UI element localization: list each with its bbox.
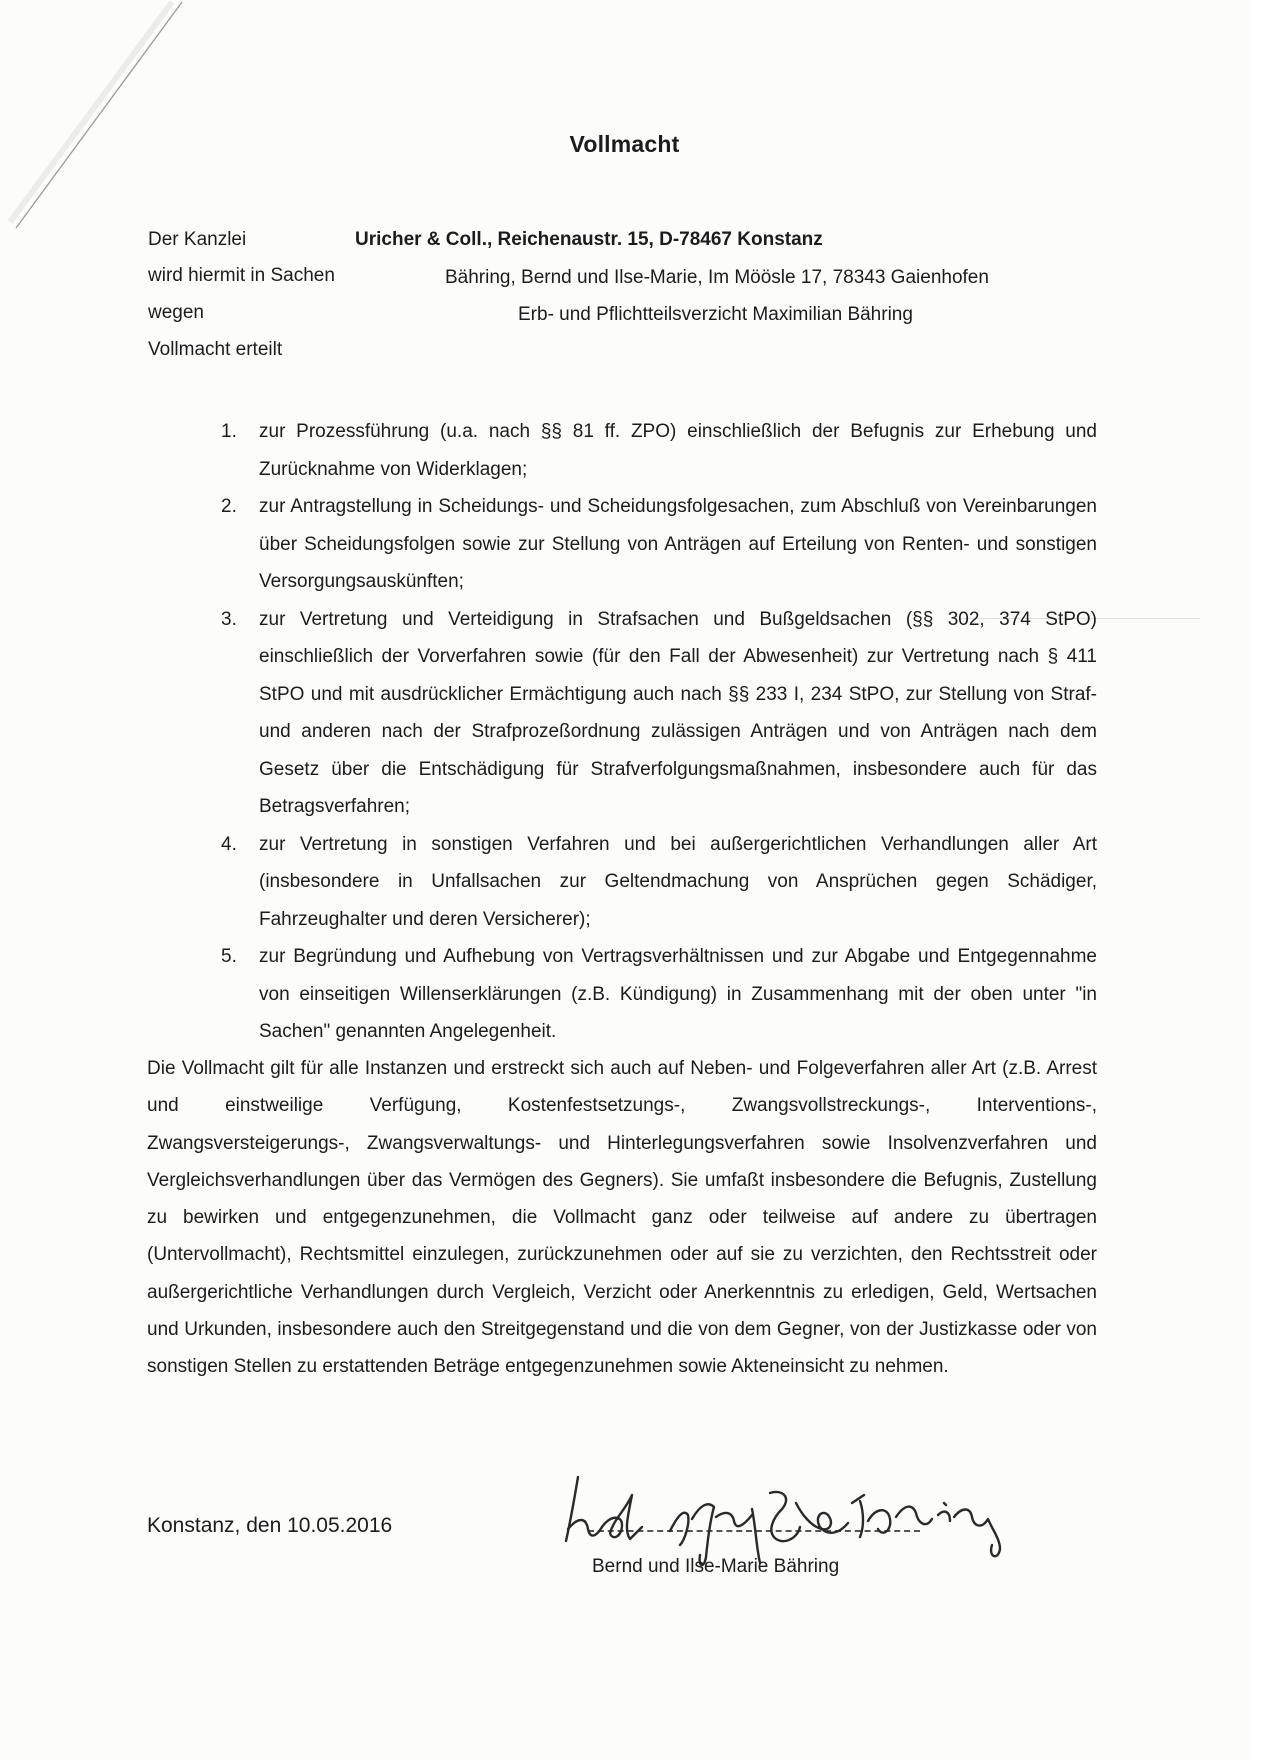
item-text: zur Begründung und Aufhebung von Vertragsverhältnissen und zur Abgabe und Entgegennahme von einseitigen Willenserklärungen (z.B. Kündigung) in Zusammenhang mit der oben unter "in Sachen" genannten Angelegenheit. [259,946,1097,1042]
kanzlei-value: Uricher & Coll., Reichenaustr. 15, D-78467 Konstanz [355,229,823,250]
authority-list [219,413,1097,1051]
wegen-value: Erb- und Pflichtteilsverzicht Maximilian Bähring [518,304,913,325]
wegen-label: wegen [148,302,204,323]
authority-item [219,488,1097,601]
item-number: 5. [221,946,237,967]
item-text: zur Prozessführung (u.a. nach §§ 81 ff. ZPO) einschließlich der Befugnis zur Erhebung und Zurücknahme von Widerklagen; [259,421,1097,480]
folded-corner [0,0,190,230]
item-number: 4. [221,833,237,855]
item-number: 2. [221,496,237,517]
kanzlei-label: Der Kanzlei [148,229,247,250]
item-text: zur Antragstellung in Scheidungs- und Scheidungsfolgesachen, zum Abschluß von Vereinbarungen über Scheidungsfolgen sowie zur Stellung von Anträgen auf Erteilung von Renten- und sonstigen Versorgungsauskünften; [259,496,1097,592]
signer-name: Bernd und Ilse-Marie Bähring [592,1556,840,1577]
closing-paragraph: Die Vollmacht gilt für alle Instanzen und erstreckt sich auch auf Neben- und Folgeverfahren aller Art (z.B. Arrest und einstweilige Verfügung, Kostenfestsetzungs-, Zwangsvollstreckungs-, Interventions-, Zwangsversteigerungs-, Zwangsverwaltungs- und Hinterlegungsverfahren sowie Insolvenzverfahren und Vergleichsverhandlungen über das Vermögen des Gegners). Sie umfaßt insbesondere die Befugnis, Zustellung zu bewirken und entgegenzunehmen, die Vollmacht ganz oder teilweise auf andere zu übertragen (Untervollmacht), Rechtsmittel einzulegen, zurückzunehmen oder auf sie zu verzichten, den Rechtsstreit oder außergerichtliche Verhandlungen durch Vergleich, Verzicht oder Anerkenntnis zu erledigen, Geld, Wertsachen und Urkunden, insbesondere auch den Streitgegenstand und die von dem Gegner, von der Justizkasse oder von sonstigen Stellen zu erstattenden Beträge entgegenzunehmen sowie Akteneinsicht zu nehmen. [147,1058,1097,1378]
item-number: 1. [221,421,237,442]
vollmacht-erteilt-label: Vollmacht erteilt [148,339,283,360]
scan-margin [1249,0,1280,1760]
authority-item [219,413,1097,488]
item-text: zur Vertretung in sonstigen Verfahren und bei außergerichtlichen Verhandlungen aller Art (insbesondere in Unfallsachen zur Geltendmachung von Ansprüchen gegen Schädiger, Fahrzeughalter und deren Versicherer); [259,833,1097,930]
document-title: Vollmacht [569,131,680,157]
item-text: zur Vertretung und Verteidigung in Strafsachen und Bußgeldsachen (§§ 302, 374 StPO) einschließlich der Vorverfahren sowie (für den Fall der Abwesenheit) zur Vertretung nach § 411 StPO und mit ausdrücklicher Ermächtigung auch nach §§ 233 I, 234 StPO, zur Stellung von Straf- und anderen nach der Strafprozeßordnung zulässigen Anträgen und von Anträgen nach dem Gesetz über die Entschädigung für Strafverfolgungsmaßnahmen, insbesondere auch für das Betragsverfahren; [259,608,1097,817]
authority-item [219,938,1097,1051]
item-number: 3. [221,608,237,630]
authority-item [219,601,1097,826]
sachen-value: Bähring, Bernd und Ilse-Marie, Im Möösle 17, 78343 Gaienhofen [445,267,989,288]
authority-item [219,826,1097,939]
sachen-label: wird hiermit in Sachen [148,265,335,286]
place-and-date: Konstanz, den 10.05.2016 [147,1514,393,1537]
